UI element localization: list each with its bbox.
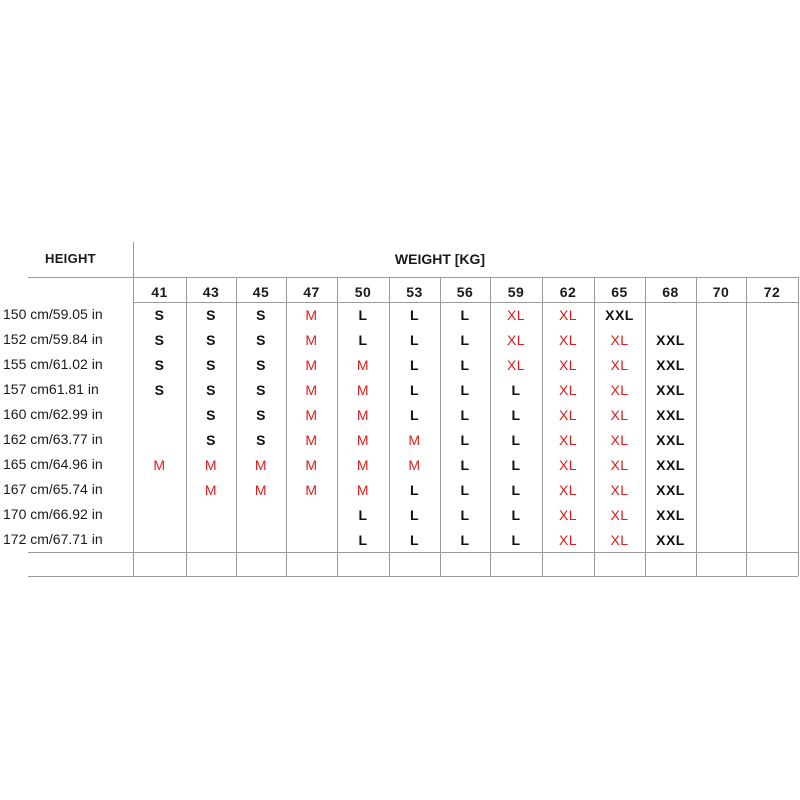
size-cell: XL <box>506 357 526 373</box>
weight-column-header: 41 <box>151 284 168 300</box>
size-cell: L <box>511 407 521 423</box>
size-cell: XL <box>610 332 629 348</box>
size-cell: L <box>409 382 420 398</box>
size-cell: XL <box>558 407 578 423</box>
size-cell: L <box>409 532 420 548</box>
size-cell: XXL <box>656 332 685 348</box>
weight-column-header: 47 <box>303 284 320 300</box>
size-cell: L <box>409 482 420 498</box>
size-cell: XL <box>558 357 578 373</box>
size-cell: L <box>409 307 420 323</box>
table-bottom-line <box>28 552 798 553</box>
size-cell: XXL <box>656 432 685 448</box>
size-cell: L <box>460 357 470 373</box>
size-cell: XXL <box>656 382 685 398</box>
size-cell: L <box>460 382 470 398</box>
height-row-label: 152 cm/59.84 in <box>3 331 103 347</box>
size-cell: XL <box>558 457 578 473</box>
size-cell: L <box>460 432 470 448</box>
size-cell: M <box>254 457 268 473</box>
size-cell: XXL <box>656 457 685 473</box>
weight-column-header: 45 <box>252 284 270 300</box>
size-cell: XL <box>610 382 629 398</box>
size-cell: L <box>358 532 368 548</box>
size-cell: S <box>206 407 216 423</box>
size-cell: M <box>153 457 166 473</box>
weight-column-header: 72 <box>763 284 781 300</box>
size-cell: S <box>154 307 165 323</box>
height-row-label: 162 cm/63.77 in <box>3 431 103 447</box>
size-cell: S <box>206 332 216 348</box>
weight-column-header: 59 <box>507 284 525 300</box>
size-cell: XXL <box>656 407 685 423</box>
weight-column-header: 65 <box>611 284 628 300</box>
size-cell: S <box>256 407 266 423</box>
size-cell: M <box>408 432 421 448</box>
size-cell: L <box>460 307 470 323</box>
size-cell: XXL <box>656 357 685 373</box>
size-cell: L <box>511 482 521 498</box>
height-row-label: 157 cm61.81 in <box>3 381 99 397</box>
size-cell: S <box>256 382 266 398</box>
size-cell: XL <box>610 432 629 448</box>
size-cell: S <box>206 307 216 323</box>
size-cell: L <box>460 482 470 498</box>
size-cell: M <box>204 457 218 473</box>
weight-column-header: 43 <box>202 284 220 300</box>
size-cell: XL <box>610 457 629 473</box>
size-cell: S <box>256 357 266 373</box>
size-cell: L <box>358 307 368 323</box>
weight-column-header: 62 <box>559 284 577 300</box>
size-cell: M <box>356 357 370 373</box>
size-cell: L <box>460 407 470 423</box>
size-cell: M <box>204 482 218 498</box>
size-cell: L <box>358 507 368 523</box>
height-row-label: 172 cm/67.71 in <box>3 531 103 547</box>
size-cell: L <box>409 357 420 373</box>
size-cell: L <box>460 457 470 473</box>
size-cell: S <box>154 357 165 373</box>
size-cell: S <box>206 357 216 373</box>
size-cell: XXL <box>656 482 685 498</box>
size-cell: XL <box>610 507 629 523</box>
height-row-label: 150 cm/59.05 in <box>3 306 103 322</box>
size-cell: XL <box>506 332 526 348</box>
size-cell: XXL <box>656 507 685 523</box>
size-cell: L <box>409 332 420 348</box>
size-cell: L <box>409 507 420 523</box>
size-cell: M <box>305 382 318 398</box>
size-cell: XL <box>558 332 578 348</box>
size-cell: XXL <box>656 532 685 548</box>
weight-column-header: 56 <box>456 284 474 300</box>
size-cell: M <box>305 407 318 423</box>
size-cell: L <box>511 507 521 523</box>
size-cell: M <box>305 307 318 323</box>
size-cell: L <box>511 457 521 473</box>
size-cell: XL <box>558 482 578 498</box>
size-cell: L <box>358 332 368 348</box>
height-header: HEIGHT <box>45 251 96 266</box>
size-cell: M <box>305 457 318 473</box>
size-cell: L <box>460 332 470 348</box>
size-cell: M <box>408 457 421 473</box>
weight-column-divider <box>798 277 799 576</box>
size-cell: XXL <box>605 307 634 323</box>
size-cell: M <box>305 482 318 498</box>
size-cell: XL <box>610 482 629 498</box>
weight-column-divider <box>696 277 697 576</box>
header-divider-line <box>28 277 798 278</box>
size-cell: L <box>460 532 470 548</box>
size-cell: M <box>305 332 318 348</box>
height-row-label: 160 cm/62.99 in <box>3 406 103 422</box>
size-cell: M <box>356 457 370 473</box>
size-cell: M <box>356 482 370 498</box>
size-cell: S <box>154 382 165 398</box>
height-row-label: 170 cm/66.92 in <box>3 506 103 522</box>
size-cell: M <box>356 407 370 423</box>
size-cell: S <box>256 432 266 448</box>
weight-column-header: 53 <box>406 284 423 300</box>
weight-column-divider <box>746 277 747 576</box>
weight-column-header: 68 <box>662 284 679 300</box>
size-cell: L <box>460 507 470 523</box>
size-cell: M <box>356 382 370 398</box>
size-cell: M <box>305 357 318 373</box>
size-cell: XL <box>558 532 578 548</box>
weight-column-header: 50 <box>354 284 372 300</box>
size-cell: S <box>256 332 266 348</box>
size-cell: XL <box>558 307 578 323</box>
size-cell: M <box>305 432 318 448</box>
size-cell: M <box>356 432 370 448</box>
size-cell: XL <box>610 532 629 548</box>
height-row-label: 167 cm/65.74 in <box>3 481 103 497</box>
size-cell: XL <box>558 507 578 523</box>
size-cell: S <box>154 332 165 348</box>
size-cell: L <box>409 407 420 423</box>
size-cell: S <box>206 432 216 448</box>
height-row-label: 155 cm/61.02 in <box>3 356 103 372</box>
size-cell: XL <box>506 307 526 323</box>
size-cell: XL <box>558 432 578 448</box>
size-cell: L <box>511 432 521 448</box>
size-cell: S <box>256 307 266 323</box>
size-cell: S <box>206 382 216 398</box>
size-cell: L <box>511 382 521 398</box>
table-footer-line <box>28 576 798 577</box>
weight-header: WEIGHT [KG] <box>394 251 486 267</box>
size-cell: XL <box>558 382 578 398</box>
size-cell: M <box>254 482 268 498</box>
size-cell: L <box>511 532 521 548</box>
size-cell: XL <box>610 407 629 423</box>
size-cell: XL <box>610 357 629 373</box>
height-row-label: 165 cm/64.96 in <box>3 456 103 472</box>
weight-column-header: 70 <box>712 284 730 300</box>
